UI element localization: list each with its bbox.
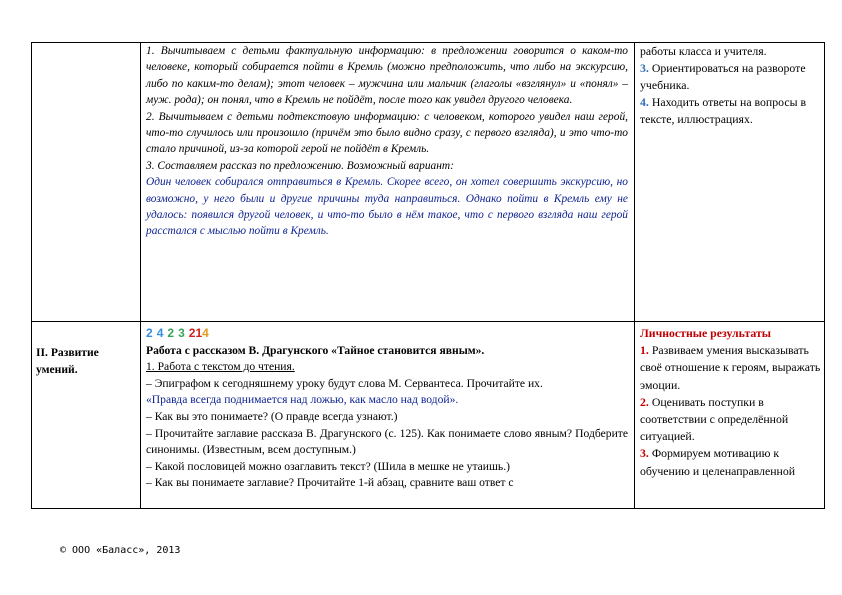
task-number: 4	[156, 326, 164, 340]
task-number: 2	[167, 326, 175, 340]
table-right-border	[824, 42, 825, 509]
task-number: 3	[178, 326, 185, 340]
task-number: 2	[188, 326, 196, 340]
step-3-text: 3. Составляем рассказ по предложению. Возможный вариант:	[146, 159, 454, 172]
col-divider-2	[634, 42, 635, 509]
step-2-text: 2. Вычитываем с детьми подтекстовую информацию: с человеком, которого увидел наш герой, что-то случилось или произошло (причём это было видно сразу, с первого взгляда), и это что-то стало причиной, из-за которой герой не пойдёт в Кремль.	[146, 110, 628, 156]
row1-activity-cell	[146, 43, 628, 240]
personal-result-2: 2. Оценивать поступки в соответствии с определённой ситуацией.	[640, 394, 789, 444]
result-3: 3. Ориентироваться на развороте учебника.	[640, 61, 806, 92]
task-number: 4	[202, 326, 209, 340]
stage-label: II. Развитие умений.	[36, 346, 99, 376]
task-number: 1	[195, 326, 203, 340]
result-continued: работы класса и учителя.	[640, 44, 767, 58]
line-quote: «Правда всегда поднимается над ложью, как масло над водой».	[146, 393, 459, 407]
personal-result-3: 3. Формируем мотивацию к обучению и целенаправленной	[640, 446, 796, 478]
work-title: Работа с рассказом В. Драгунского «Тайное становится явным».	[146, 343, 485, 357]
table-bottom-border	[31, 508, 824, 509]
line-question-2: – Прочитайте заглавие рассказа В. Драгунского (с. 125). Как понимаете слово явным? Подберите синонимы. (Известным, всем доступным.)	[146, 426, 628, 457]
line-epigraph: – Эпиграфом к сегодняшнему уроку будут слова М. Сервантеса. Прочитайте их.	[146, 376, 543, 390]
row2-results-cell	[640, 325, 822, 480]
line-question-1: – Как вы это понимаете? (О правде всегда узнают.)	[146, 409, 398, 423]
result-4: 4. Находить ответы на вопросы в тексте, иллюстрациях.	[640, 95, 807, 126]
copyright-footer: © ООО «Баласс», 2013	[60, 545, 181, 556]
row-divider	[31, 321, 824, 322]
story-example-text: Один человек собирался отправиться в Кремль. Скорее всего, он хотел совершить экскурсию, но возможно, у него были и другие причины туда направиться. Однако пойти в Кремль ему не удалось: появился другой человек, и что-то было в нём такое, что с первого взгляда наш герой расстался с мыслью пойти в Кремль.	[146, 176, 628, 238]
line-question-4: – Как вы понимаете заглавие? Прочитайте 1-й абзац, сравните ваш ответ с	[146, 476, 514, 490]
table-left-border	[31, 42, 32, 509]
results-heading: Личностные результаты	[640, 326, 771, 340]
col-divider-1	[140, 42, 141, 509]
personal-result-1: 1. Развиваем умения высказывать своё отношение к героям, выражать эмоции.	[640, 343, 821, 392]
step-1-text: 1. Вычитываем с детьми фактуальную информацию: в предложении говорится о каком-то человеке, который собирается пойти в Кремль (можно предположить, что либо на экскурсию, либо по каким-то делам); этот человек – мужчина или мальчик (глаголы «взглянул» и «понял» – муж. рода); он понял, что в Кремль не пойдёт, после того как увидел другого человека.	[146, 45, 628, 107]
line-question-3: – Какой пословицей можно озаглавить текст? (Шила в мешке не утаишь.)	[146, 459, 510, 473]
task-number: 2	[146, 326, 153, 340]
work-subtitle: 1. Работа с текстом до чтения.	[146, 360, 295, 374]
row1-results-cell	[640, 43, 820, 128]
colored-task-numbers	[146, 325, 628, 343]
row2-activity-cell	[146, 325, 628, 492]
